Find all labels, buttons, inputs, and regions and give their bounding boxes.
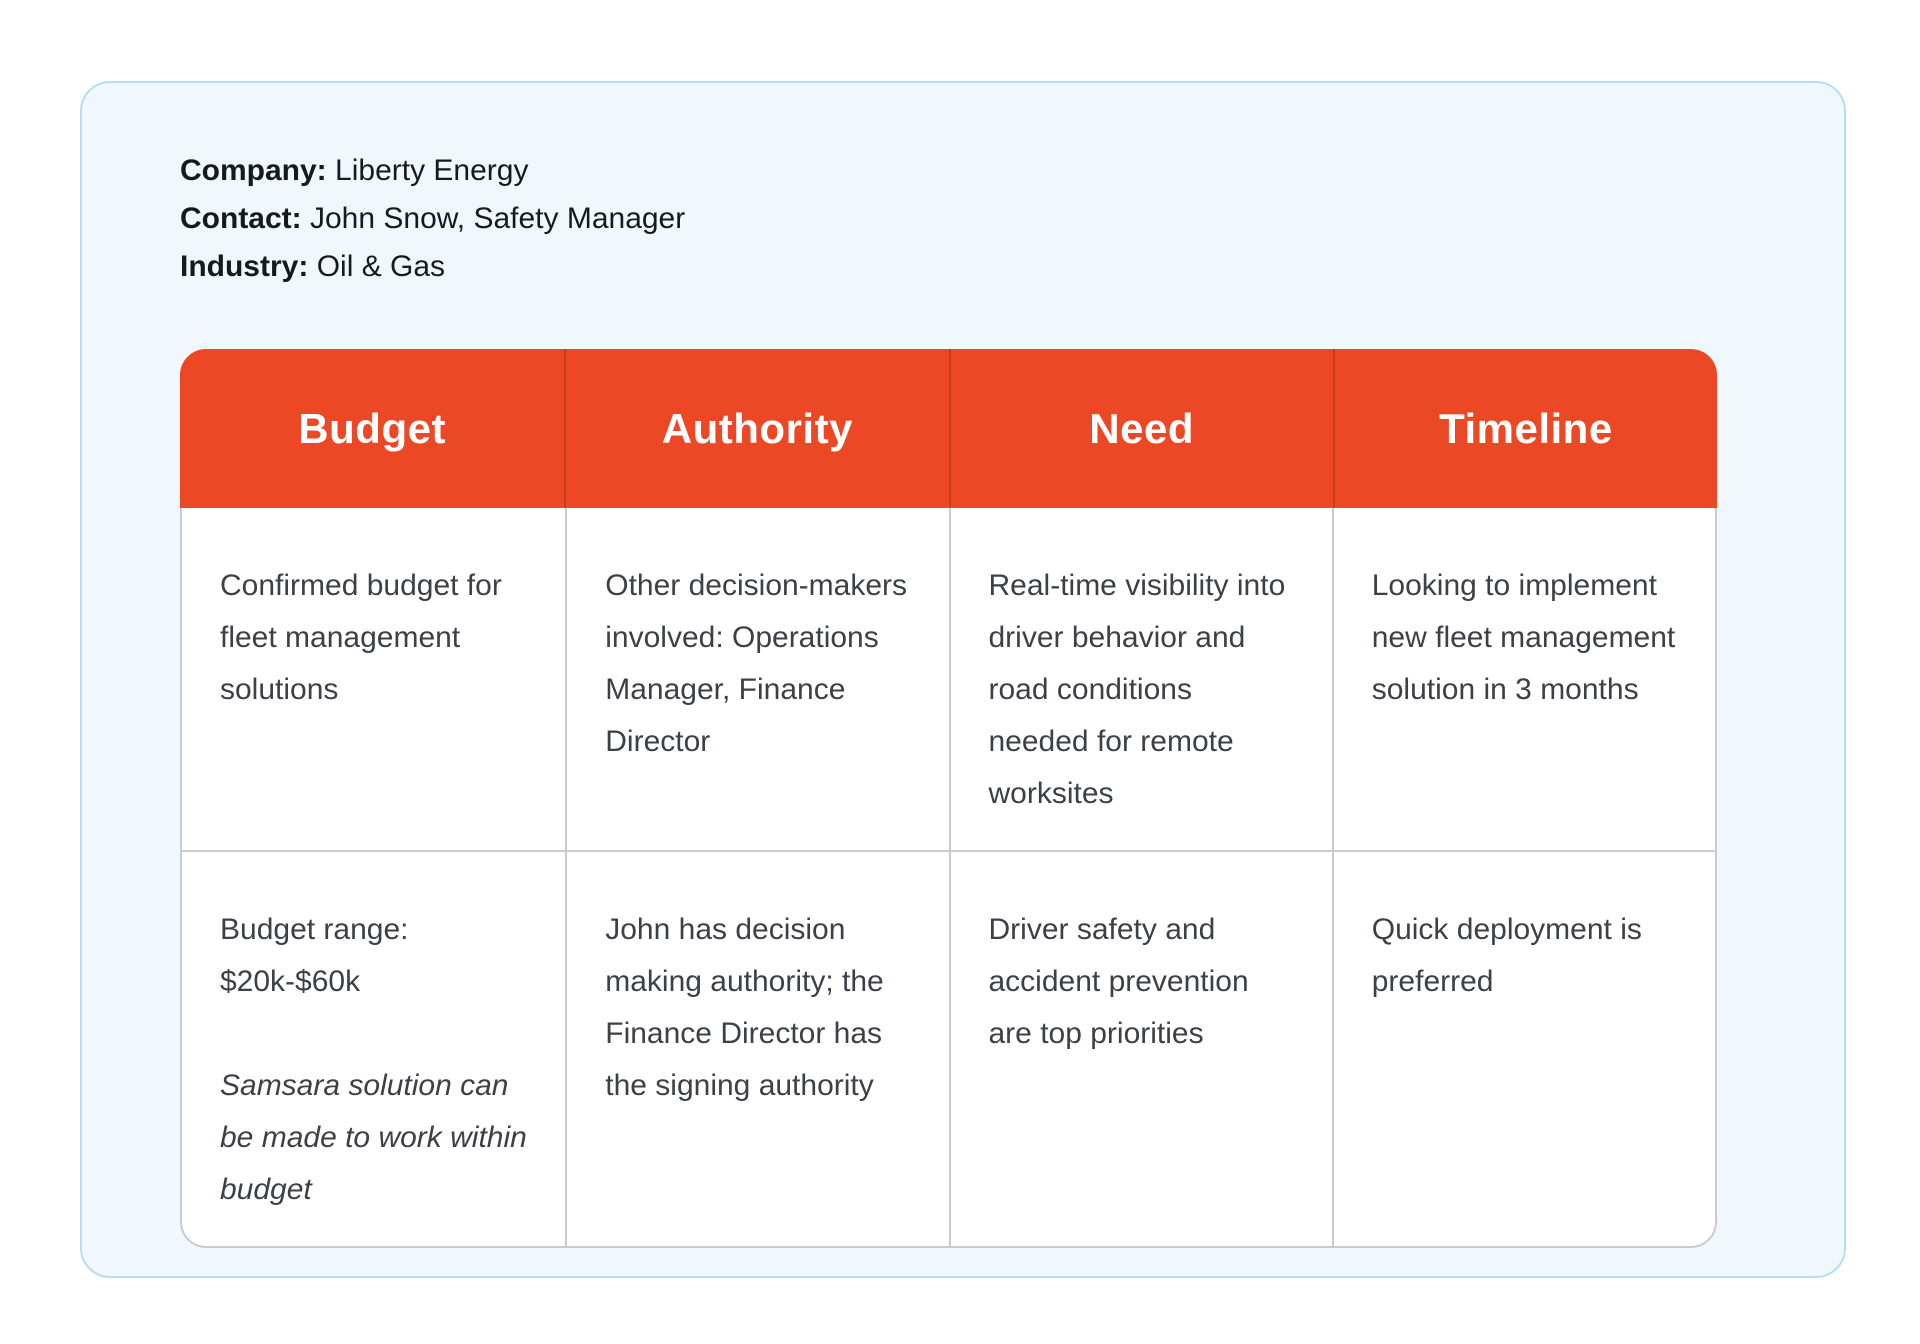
contact-label: Contact: (180, 202, 302, 235)
cell-timeline-row1: Looking to implement new fleet management solution in 3 months (1332, 508, 1715, 850)
cell-authority-row1: Other decision-makers involved: Operations Manager, Finance Director (565, 508, 948, 850)
header-authority: Authority (564, 349, 948, 508)
bant-table-header-row (180, 349, 1717, 508)
header-budget: Budget (298, 404, 446, 452)
industry-value: Oil & Gas (316, 250, 446, 283)
company-value: Liberty Energy (335, 154, 529, 187)
budget-range-text: Budget range: $20k-$60k (220, 913, 409, 998)
contact-line (180, 195, 1844, 243)
bant-table-body (180, 508, 1717, 1248)
cell-need-row2: Driver safety and accident prevention are top priorities (949, 850, 1332, 1246)
header-timeline: Timeline (1333, 349, 1717, 508)
header-need: Need (949, 349, 1333, 508)
cell-need-row1: Real-time visibility into driver behavior and road conditions needed for remote worksites (949, 508, 1332, 850)
industry-line (180, 243, 1844, 291)
cell-budget-row2 (182, 850, 565, 1246)
budget-samsara-note: Samsara solution can be made to work within budget (220, 1069, 527, 1206)
contact-value: John Snow, Safety Manager (310, 202, 686, 235)
industry-label: Industry: (180, 250, 309, 283)
cell-budget-row1: Confirmed budget for fleet management solutions (220, 569, 502, 706)
cell-timeline-row2: Quick deployment is preferred (1332, 850, 1715, 1246)
lead-summary-card (80, 81, 1846, 1278)
company-label: Company: (180, 154, 327, 187)
company-line (180, 147, 1844, 195)
bant-table (180, 349, 1717, 1248)
contact-info-block (180, 147, 1844, 291)
cell-authority-row2: John has decision making authority; the Finance Director has the signing authority (565, 850, 948, 1246)
